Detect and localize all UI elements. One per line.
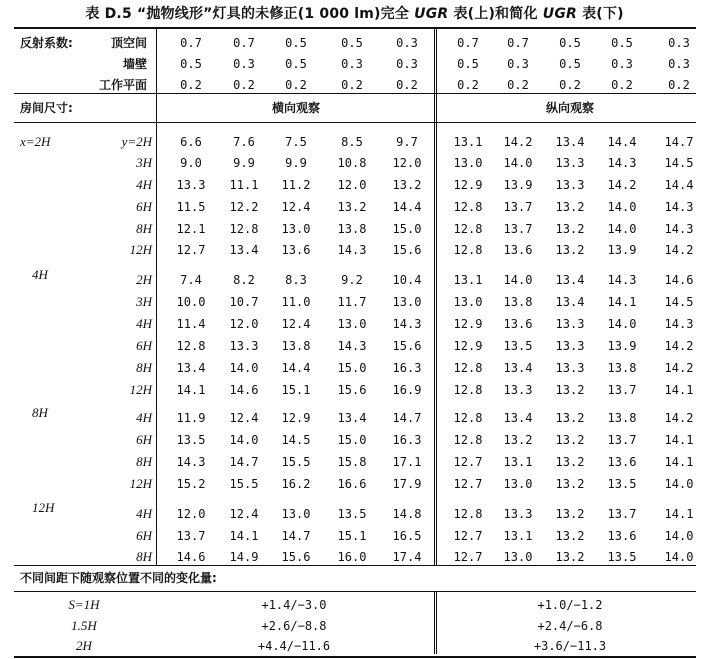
ugr-value: 11.2 — [281, 178, 311, 192]
ugr-value: 15.2 — [176, 477, 206, 491]
ugr-value: 13.2 — [337, 200, 367, 214]
ugr-value: 14.2 — [664, 339, 694, 353]
ugr-value: 8.2 — [233, 273, 255, 287]
ugr-value: 14.0 — [229, 361, 259, 375]
crosswise-variation: +4.4/−11.6 — [257, 639, 331, 653]
ugr-value: 14.6 — [229, 383, 259, 397]
ugr-value: 13.2 — [555, 433, 585, 447]
room-x-dimension: x=2H — [20, 134, 51, 149]
ugr-value: 12.0 — [229, 317, 259, 331]
ugr-value: 15.0 — [337, 433, 367, 447]
ugr-value: 13.5 — [607, 477, 637, 491]
ugr-value: 16.5 — [392, 529, 422, 543]
ugr-value: 14.4 — [607, 135, 637, 149]
ugr-value: 13.2 — [392, 178, 422, 192]
ugr-value: 13.8 — [503, 295, 533, 309]
spacing-label: 2H — [76, 638, 92, 653]
ugr-value: 13.4 — [337, 411, 367, 425]
ugr-value: 13.7 — [607, 383, 637, 397]
reflectance-value: 0.5 — [285, 36, 307, 50]
reflectance-value: 0.5 — [341, 36, 363, 50]
room-y-dimension: 3H — [136, 155, 152, 170]
room-y-dimension: 6H — [136, 432, 152, 447]
ugr-value: 13.6 — [607, 529, 637, 543]
ugr-value: 13.3 — [555, 156, 585, 170]
ugr-value: 10.0 — [176, 295, 206, 309]
ugr-value: 15.5 — [229, 477, 259, 491]
ugr-value: 13.2 — [555, 507, 585, 521]
ugr-value: 14.0 — [664, 550, 694, 564]
ugr-value: 13.2 — [555, 477, 585, 491]
ugr-value: 12.8 — [453, 243, 483, 257]
reflectance-label: 反射系数: — [20, 36, 73, 50]
ugr-value: 15.8 — [337, 455, 367, 469]
ugr-value: 12.8 — [453, 383, 483, 397]
ugr-value: 14.5 — [664, 156, 694, 170]
ugr-value: 14.6 — [176, 550, 206, 564]
ugr-value: 14.7 — [392, 411, 422, 425]
ugr-value: 8.5 — [341, 135, 363, 149]
middle-separator-lower — [434, 591, 437, 654]
ugr-value: 13.3 — [503, 507, 533, 521]
ugr-value: 16.3 — [392, 361, 422, 375]
reflectance-value: 0.5 — [457, 57, 479, 71]
ugr-value: 13.9 — [607, 339, 637, 353]
room-y-dimension: y=2H — [121, 134, 152, 149]
reflectance-value: 0.5 — [559, 36, 581, 50]
reflectance-value: 0.3 — [341, 57, 363, 71]
reflectance-value: 0.3 — [611, 57, 633, 71]
ugr-value: 14.4 — [392, 200, 422, 214]
ugr-value: 13.0 — [281, 507, 311, 521]
ugr-value: 9.7 — [396, 135, 418, 149]
ugr-value: 9.9 — [285, 156, 307, 170]
reflectance-value: 0.3 — [668, 36, 690, 50]
reflectance-value: 0.2 — [233, 78, 255, 92]
table-title: 表 D.5 “抛物线形”灯具的未修正(1 000 lm)完全 UGR 表(上)和简化 UGR 表(下) — [85, 6, 624, 22]
ugr-value: 13.5 — [503, 339, 533, 353]
reflectance-value: 0.5 — [611, 36, 633, 50]
reflectance-row-label: 工作平面 — [98, 78, 147, 92]
rule-under-main — [14, 565, 696, 566]
ugr-value: 14.1 — [664, 455, 694, 469]
ugr-value: 10.8 — [337, 156, 367, 170]
ugr-value: 17.4 — [392, 550, 422, 564]
ugr-value: 13.3 — [503, 383, 533, 397]
room-y-dimension: 12H — [129, 382, 152, 397]
ugr-value: 14.1 — [229, 529, 259, 543]
ugr-value: 15.6 — [392, 243, 422, 257]
ugr-value: 10.4 — [392, 273, 422, 287]
ugr-value: 14.1 — [664, 433, 694, 447]
room-y-dimension: 6H — [136, 528, 152, 543]
ugr-value: 13.4 — [229, 243, 259, 257]
ugr-value: 12.0 — [392, 156, 422, 170]
ugr-value: 15.6 — [281, 550, 311, 564]
ugr-value: 14.3 — [176, 455, 206, 469]
reflectance-value: 0.2 — [668, 78, 690, 92]
ugr-value: 14.3 — [664, 317, 694, 331]
ugr-value: 12.8 — [453, 507, 483, 521]
ugr-value: 14.0 — [607, 222, 637, 236]
ugr-value: 15.0 — [392, 222, 422, 236]
ugr-value: 14.1 — [176, 383, 206, 397]
ugr-value: 15.0 — [337, 361, 367, 375]
ugr-value: 14.3 — [664, 200, 694, 214]
ugr-value: 12.8 — [453, 411, 483, 425]
variation-label: 不同间距下随观察位置不同的变化量: — [20, 571, 217, 585]
ugr-value: 13.6 — [503, 317, 533, 331]
ugr-value: 13.8 — [281, 339, 311, 353]
ugr-value: 13.3 — [555, 317, 585, 331]
ugr-value: 12.4 — [281, 200, 311, 214]
ugr-value: 15.5 — [281, 455, 311, 469]
reflectance-value: 0.5 — [180, 57, 202, 71]
ugr-value: 13.9 — [607, 243, 637, 257]
ugr-value: 12.8 — [453, 361, 483, 375]
ugr-value: 9.9 — [233, 156, 255, 170]
ugr-value: 14.1 — [664, 507, 694, 521]
ugr-value: 14.2 — [664, 361, 694, 375]
ugr-value: 8.3 — [285, 273, 307, 287]
ugr-value: 13.2 — [555, 383, 585, 397]
ugr-value: 11.0 — [281, 295, 311, 309]
reflectance-value: 0.3 — [668, 57, 690, 71]
room-y-dimension: 8H — [136, 549, 152, 564]
ugr-value: 14.0 — [607, 317, 637, 331]
ugr-value: 14.5 — [281, 433, 311, 447]
ugr-value: 11.4 — [176, 317, 206, 331]
ugr-value: 15.6 — [392, 339, 422, 353]
reflectance-value: 0.3 — [396, 57, 418, 71]
ugr-value: 12.7 — [453, 529, 483, 543]
ugr-value: 14.3 — [664, 222, 694, 236]
room-x-dimension: 8H — [32, 405, 48, 420]
ugr-value: 13.4 — [555, 273, 585, 287]
room-y-dimension: 6H — [136, 338, 152, 353]
reflectance-value: 0.7 — [507, 36, 529, 50]
ugr-value: 13.4 — [503, 361, 533, 375]
room-size-label: 房间尺寸: — [20, 101, 73, 115]
crosswise-header: 横向观察 — [271, 101, 320, 115]
ugr-value: 14.3 — [337, 339, 367, 353]
ugr-value: 14.1 — [664, 383, 694, 397]
reflectance-value: 0.3 — [507, 57, 529, 71]
room-y-dimension: 4H — [136, 410, 152, 425]
ugr-value: 13.5 — [337, 507, 367, 521]
ugr-value: 14.1 — [607, 295, 637, 309]
room-y-dimension: 6H — [136, 199, 152, 214]
reflectance-value: 0.5 — [285, 57, 307, 71]
ugr-value: 14.4 — [664, 178, 694, 192]
ugr-value: 11.7 — [337, 295, 367, 309]
reflectance-value: 0.7 — [180, 36, 202, 50]
ugr-value: 11.9 — [176, 411, 206, 425]
spacing-label: 1.5H — [71, 618, 97, 633]
ugr-value: 15.1 — [281, 383, 311, 397]
ugr-value: 13.3 — [176, 178, 206, 192]
ugr-value: 13.6 — [503, 243, 533, 257]
ugr-value: 12.0 — [176, 507, 206, 521]
ugr-value: 12.7 — [176, 243, 206, 257]
ugr-value: 13.6 — [607, 455, 637, 469]
ugr-value: 12.1 — [176, 222, 206, 236]
ugr-value: 13.3 — [555, 339, 585, 353]
ugr-value: 14.3 — [337, 243, 367, 257]
room-y-dimension: 8H — [136, 360, 152, 375]
room-y-dimension: 4H — [136, 177, 152, 192]
reflectance-value: 0.2 — [611, 78, 633, 92]
endwise-variation: +1.0/−1.2 — [537, 598, 603, 612]
room-y-dimension: 12H — [129, 242, 152, 257]
ugr-value: 13.1 — [503, 529, 533, 543]
ugr-value: 14.2 — [503, 135, 533, 149]
reflectance-value: 0.3 — [233, 57, 255, 71]
ugr-value: 16.0 — [337, 550, 367, 564]
ugr-value: 13.0 — [453, 156, 483, 170]
ugr-value: 7.6 — [233, 135, 255, 149]
ugr-value: 13.7 — [503, 222, 533, 236]
ugr-value: 12.0 — [337, 178, 367, 192]
ugr-value: 16.6 — [337, 477, 367, 491]
ugr-value: 11.5 — [176, 200, 206, 214]
ugr-value: 13.7 — [607, 433, 637, 447]
crosswise-variation: +2.6/−8.8 — [261, 619, 327, 633]
ugr-value: 13.0 — [392, 295, 422, 309]
ugr-value: 12.4 — [281, 317, 311, 331]
ugr-value: 12.7 — [453, 477, 483, 491]
ugr-value: 12.9 — [453, 339, 483, 353]
ugr-value: 13.1 — [503, 455, 533, 469]
ugr-value: 13.4 — [503, 411, 533, 425]
room-y-dimension: 8H — [136, 454, 152, 469]
room-y-dimension: 3H — [136, 294, 152, 309]
ugr-value: 12.8 — [229, 222, 259, 236]
ugr-value: 14.3 — [607, 156, 637, 170]
ugr-value: 13.7 — [503, 200, 533, 214]
ugr-table — [14, 27, 696, 658]
ugr-value: 9.2 — [341, 273, 363, 287]
ugr-value: 13.2 — [503, 433, 533, 447]
ugr-value: 13.0 — [281, 222, 311, 236]
ugr-value: 14.3 — [607, 273, 637, 287]
ugr-value: 14.0 — [229, 433, 259, 447]
ugr-value: 13.4 — [555, 135, 585, 149]
ugr-value: 13.3 — [555, 178, 585, 192]
ugr-value: 13.4 — [555, 295, 585, 309]
rule-under-variation-label — [14, 591, 696, 592]
ugr-value: 14.6 — [664, 273, 694, 287]
room-y-dimension: 4H — [136, 506, 152, 521]
ugr-value: 12.4 — [229, 411, 259, 425]
ugr-value: 17.1 — [392, 455, 422, 469]
ugr-value: 6.6 — [180, 135, 202, 149]
reflectance-value: 0.5 — [559, 57, 581, 71]
ugr-value: 13.0 — [453, 295, 483, 309]
ugr-value: 17.9 — [392, 477, 422, 491]
ugr-value: 14.2 — [607, 178, 637, 192]
ugr-value: 13.3 — [229, 339, 259, 353]
ugr-value: 14.9 — [229, 550, 259, 564]
room-y-dimension: 12H — [129, 476, 152, 491]
ugr-value: 13.4 — [176, 361, 206, 375]
endwise-variation: +2.4/−6.8 — [537, 619, 603, 633]
ugr-value: 11.1 — [229, 178, 259, 192]
ugr-value: 13.2 — [555, 200, 585, 214]
rule-under-reflectance — [14, 93, 696, 94]
ugr-value: 13.2 — [555, 411, 585, 425]
reflectance-value: 0.7 — [457, 36, 479, 50]
room-y-dimension: 8H — [136, 221, 152, 236]
ugr-value: 12.8 — [453, 200, 483, 214]
ugr-value: 12.8 — [176, 339, 206, 353]
ugr-value: 12.8 — [453, 433, 483, 447]
ugr-value: 14.0 — [503, 156, 533, 170]
reflectance-row-label: 顶空间 — [110, 36, 147, 50]
ugr-value: 15.6 — [337, 383, 367, 397]
ugr-value: 14.7 — [664, 135, 694, 149]
room-y-dimension: 2H — [136, 272, 152, 287]
ugr-value: 13.1 — [453, 135, 483, 149]
ugr-value: 13.8 — [607, 361, 637, 375]
ugr-value: 14.4 — [281, 361, 311, 375]
room-y-dimension: 4H — [136, 316, 152, 331]
reflectance-value: 0.2 — [507, 78, 529, 92]
ugr-value: 14.0 — [607, 200, 637, 214]
ugr-value: 13.7 — [176, 529, 206, 543]
crosswise-variation: +1.4/−3.0 — [261, 598, 327, 612]
ugr-value: 13.2 — [555, 550, 585, 564]
reflectance-value: 0.2 — [180, 78, 202, 92]
ugr-value: 13.9 — [503, 178, 533, 192]
ugr-value: 13.3 — [555, 361, 585, 375]
ugr-value: 13.8 — [607, 411, 637, 425]
spacing-label: S=1H — [68, 597, 100, 612]
ugr-value: 14.7 — [281, 529, 311, 543]
ugr-value: 13.0 — [337, 317, 367, 331]
ugr-value: 12.9 — [281, 411, 311, 425]
ugr-value: 12.9 — [453, 178, 483, 192]
ugr-value: 12.9 — [453, 317, 483, 331]
ugr-value: 12.4 — [229, 507, 259, 521]
ugr-value: 14.0 — [664, 477, 694, 491]
ugr-value: 12.8 — [453, 222, 483, 236]
rule-under-header — [14, 122, 696, 123]
reflectance-value: 0.2 — [396, 78, 418, 92]
ugr-value: 13.2 — [555, 222, 585, 236]
ugr-value: 13.6 — [281, 243, 311, 257]
ugr-value: 7.4 — [180, 273, 202, 287]
ugr-value: 13.5 — [607, 550, 637, 564]
ugr-value: 14.5 — [664, 295, 694, 309]
ugr-value: 14.3 — [392, 317, 422, 331]
ugr-value: 14.0 — [503, 273, 533, 287]
ugr-value: 16.2 — [281, 477, 311, 491]
ugr-value: 13.5 — [176, 433, 206, 447]
reflectance-value: 0.2 — [559, 78, 581, 92]
ugr-value: 13.0 — [503, 477, 533, 491]
ugr-value: 12.2 — [229, 200, 259, 214]
reflectance-value: 0.3 — [396, 36, 418, 50]
room-x-dimension: 12H — [32, 500, 55, 515]
ugr-value: 13.2 — [555, 243, 585, 257]
ugr-value: 14.2 — [664, 243, 694, 257]
reflectance-value: 0.2 — [341, 78, 363, 92]
ugr-value: 14.0 — [664, 529, 694, 543]
ugr-value: 9.0 — [180, 156, 202, 170]
ugr-value: 13.8 — [337, 222, 367, 236]
ugr-value: 15.1 — [337, 529, 367, 543]
reflectance-value: 0.2 — [285, 78, 307, 92]
ugr-value: 13.2 — [555, 455, 585, 469]
ugr-value: 16.3 — [392, 433, 422, 447]
ugr-value: 7.5 — [285, 135, 307, 149]
ugr-value: 12.7 — [453, 455, 483, 469]
endwise-header: 纵向观察 — [545, 101, 594, 115]
ugr-value: 10.7 — [229, 295, 259, 309]
reflectance-value: 0.2 — [457, 78, 479, 92]
reflectance-value: 0.7 — [233, 36, 255, 50]
ugr-value: 14.2 — [664, 411, 694, 425]
endwise-variation: +3.6/−11.3 — [533, 639, 607, 653]
ugr-value: 13.7 — [607, 507, 637, 521]
ugr-value: 13.0 — [503, 550, 533, 564]
ugr-value: 12.7 — [453, 550, 483, 564]
ugr-value: 16.9 — [392, 383, 422, 397]
ugr-value: 13.2 — [555, 529, 585, 543]
room-x-dimension: 4H — [32, 267, 48, 282]
ugr-value: 14.8 — [392, 507, 422, 521]
ugr-value: 13.1 — [453, 273, 483, 287]
reflectance-row-label: 墙壁 — [122, 57, 147, 71]
ugr-value: 14.7 — [229, 455, 259, 469]
